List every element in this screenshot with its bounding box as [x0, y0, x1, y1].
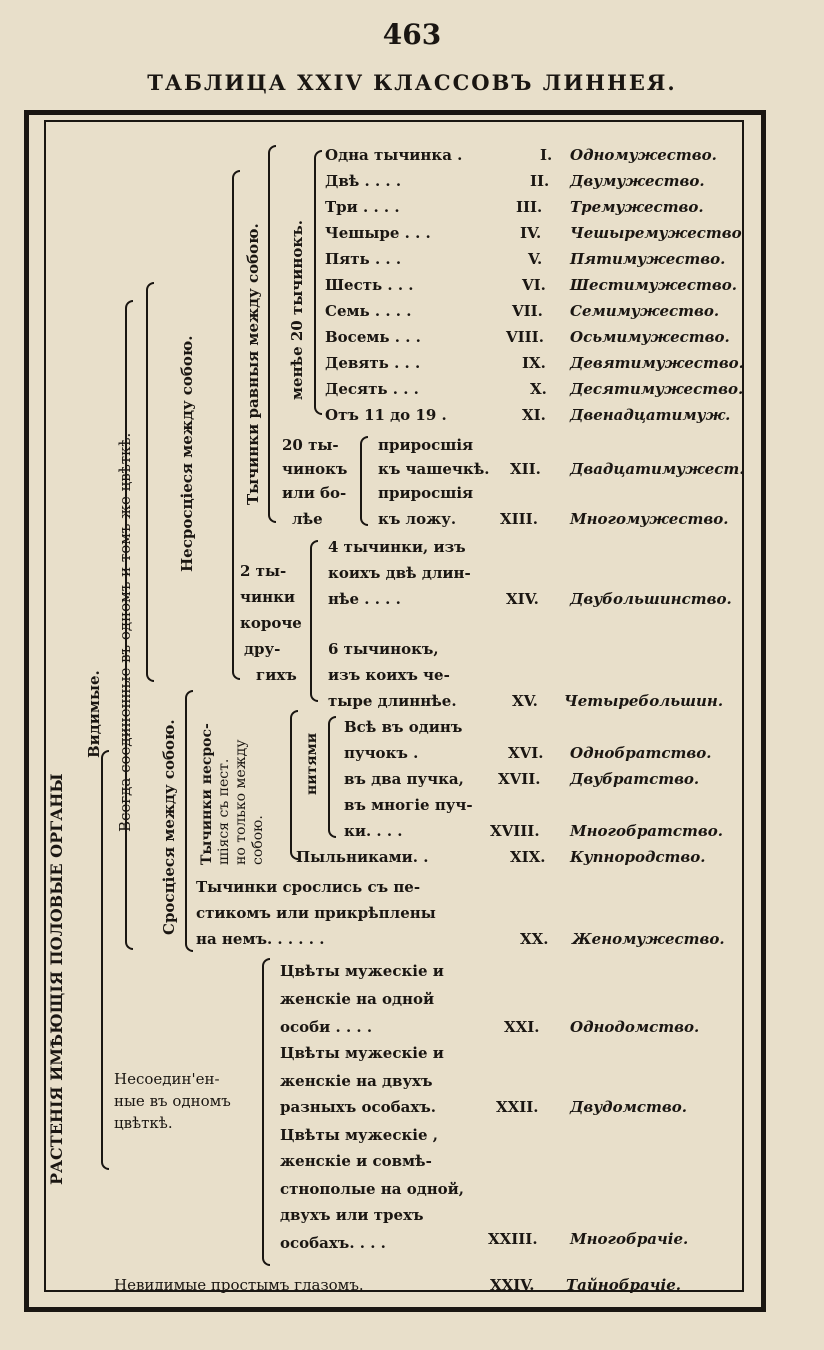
- row-class-11: Двенадцатимуж.: [570, 406, 731, 424]
- row-class-3: Тремужество.: [570, 198, 704, 216]
- row-label-3: Три . . . .: [325, 198, 400, 216]
- row-numeral-18: XVIII.: [490, 822, 540, 840]
- twenty-line-3: или бо-: [282, 484, 347, 502]
- separate-line-2: ные въ одномъ: [114, 1092, 231, 1110]
- unequal-b-1: 6 тычинокъ,: [328, 640, 439, 658]
- row-numeral-7: VII.: [512, 302, 543, 320]
- pistil-line-3: на немъ. . . . . .: [196, 930, 325, 948]
- vertical-grown-label: Сросціеся между собою.: [160, 719, 178, 935]
- vertical-visible-label: Видимые.: [85, 670, 103, 758]
- row-class-7: Семимужество.: [570, 302, 720, 320]
- vertical-free-label: Несросціеся между собою.: [178, 335, 196, 572]
- unequal-a-1: 4 тычинки, изъ: [328, 538, 466, 556]
- row-numeral-21: XXI.: [504, 1018, 540, 1036]
- unequal-a-2: коихъ двѣ длин-: [328, 564, 471, 582]
- twenty-b-2: къ ложу.: [378, 510, 457, 528]
- row-numeral-3: III.: [516, 198, 543, 216]
- vertical-notpistil-3: но только между: [233, 739, 249, 865]
- unequal-b-2: изъ коихъ че-: [328, 666, 450, 684]
- row-label-10: Десять . . .: [325, 380, 419, 398]
- pistil-line-2: стикомъ или прикрѣплены: [196, 904, 436, 922]
- bracket-visible: [125, 300, 133, 950]
- row-class-5: Пятимужество.: [570, 250, 726, 268]
- separate-c-5: особахъ. . . .: [280, 1234, 386, 1252]
- bracket-filaments: [328, 716, 336, 838]
- vertical-equal-label: Тычинки равныя между собою.: [244, 223, 262, 505]
- row-numeral-8: VIII.: [506, 328, 544, 346]
- unequal-line-5: гихъ: [256, 666, 297, 684]
- row-label-11: Отъ 11 до 19 .: [325, 406, 447, 424]
- row-label-2: Двѣ . . . .: [325, 172, 402, 190]
- fil-c-2: ки. . . .: [344, 822, 403, 840]
- row-numeral-11: XI.: [522, 406, 546, 424]
- row-class-9: Девятимужество.: [570, 354, 744, 372]
- fil-b-1: въ два пучка,: [344, 770, 464, 788]
- row-class-6: Шестимужество.: [570, 276, 737, 294]
- row-class-19: Купнородство.: [570, 848, 706, 866]
- row-class-20: Женомужество.: [572, 930, 725, 948]
- bracket-root: [101, 750, 109, 1170]
- separate-c-2: женскіе и совмѣ-: [280, 1152, 432, 1170]
- row-label-1: Одна тычинка .: [325, 146, 463, 164]
- vertical-notpistil-4: собою.: [250, 815, 266, 865]
- row-class-8: Осьмимужество.: [570, 328, 730, 346]
- fil-a-2: пучокъ .: [344, 744, 419, 762]
- row-class-14: Двубольшинство.: [570, 590, 732, 608]
- bracket-twenty: [360, 436, 368, 526]
- row-numeral-14: XIV.: [506, 590, 539, 608]
- row-class-1: Одномужество.: [570, 146, 717, 164]
- twenty-line-2: чинокъ: [282, 460, 348, 478]
- vertical-notpistil-2: шіяся съ пест.: [216, 758, 232, 865]
- bracket-equal: [268, 145, 276, 523]
- row-numeral-15: XV.: [512, 692, 538, 710]
- row-label-7: Семь . . . .: [325, 302, 412, 320]
- row-label-6: Шесть . . .: [325, 276, 414, 294]
- row-class-10: Десятимужество.: [570, 380, 744, 398]
- twenty-line-1: 20 ты-: [282, 436, 339, 454]
- row-class-2: Двумужество.: [570, 172, 705, 190]
- row-numeral-13: XIII.: [500, 510, 538, 528]
- row-label-5: Пять . . .: [325, 250, 402, 268]
- separate-b-3: разныхъ особахъ.: [280, 1098, 437, 1116]
- unequal-b-3: тыре длиннѣе.: [328, 692, 457, 710]
- vertical-filaments-label: нитями: [304, 732, 320, 795]
- bracket-grown-sub: [290, 710, 298, 860]
- row-class-21: Однодомство.: [570, 1018, 700, 1036]
- row-numeral-17: XVII.: [498, 770, 541, 788]
- row-class-16: Однобратство.: [570, 744, 712, 762]
- twenty-a-2: къ чашечкѣ.: [378, 460, 490, 478]
- separate-a-1: Цвѣты мужескіе и: [280, 962, 444, 980]
- row-label-9: Девять . . .: [325, 354, 421, 372]
- row-class-22: Двудомство.: [570, 1098, 687, 1116]
- bracket-free: [232, 170, 240, 680]
- bracket-unequal: [310, 540, 318, 702]
- page-number: 463: [382, 18, 442, 51]
- separate-line-1: Несоедин'ен-: [114, 1070, 220, 1088]
- vertical-less20-label: менѣе 20 тычинокъ.: [288, 220, 306, 400]
- fil-c-1: въ многіе пуч-: [344, 796, 473, 814]
- unequal-line-1: 2 ты-: [240, 562, 287, 580]
- row-numeral-23: XXIII.: [488, 1230, 538, 1248]
- row-label-8: Восемь . . .: [325, 328, 421, 346]
- row-numeral-6: VI.: [522, 276, 546, 294]
- twenty-b-1: приросшія: [378, 484, 474, 502]
- separate-b-2: женскіе на двухъ: [280, 1072, 433, 1090]
- row-class-18: Многобратство.: [570, 822, 723, 840]
- row-class-12: Двадцатимужест.: [570, 460, 745, 478]
- row-numeral-9: IX.: [522, 354, 546, 372]
- page-title: ТАБЛИЦА XXIV КЛАССОВЪ ЛИННЕЯ.: [147, 70, 677, 95]
- row-numeral-20: XX.: [520, 930, 549, 948]
- row-label-4: Чешыре . . .: [325, 224, 431, 242]
- row-class-13: Многомужество.: [570, 510, 729, 528]
- row-numeral-2: II.: [530, 172, 550, 190]
- separate-a-2: женскіе на одной: [280, 990, 435, 1008]
- separate-c-1: Цвѣты мужескіе ,: [280, 1126, 438, 1144]
- bracket-separate: [262, 958, 270, 1266]
- separate-b-1: Цвѣты мужескіе и: [280, 1044, 444, 1062]
- anthers-label: Пыльниками. .: [296, 848, 429, 866]
- row-numeral-4: IV.: [520, 224, 542, 242]
- vertical-united-label: Всегда соединенные въ одномъ и томъ же цвѣткѣ.: [116, 432, 134, 832]
- vertical-root-label: РАСТЕНІЯ ИМѢЮЩІЯ ПОЛОВЫЕ ОРГАНЫ: [47, 773, 66, 1185]
- unequal-line-3: короче: [240, 614, 302, 632]
- bracket-united: [146, 282, 154, 682]
- row-numeral-22: XXII.: [496, 1098, 539, 1116]
- pistil-line-1: Тычинки срослись съ пе-: [196, 878, 421, 896]
- row-class-17: Двубратство.: [570, 770, 700, 788]
- row-numeral-12: XII.: [510, 460, 541, 478]
- twenty-line-4: лѣе: [292, 510, 323, 528]
- row-numeral-10: X.: [530, 380, 547, 398]
- twenty-a-1: приросшія: [378, 436, 474, 454]
- row-class-15: Четыребольшин.: [564, 692, 724, 710]
- row-class-24: Тайнобрачіе.: [566, 1276, 681, 1294]
- unequal-line-2: чинки: [240, 588, 296, 606]
- separate-a-3: особи . . . .: [280, 1018, 373, 1036]
- unequal-line-4: дру-: [244, 640, 281, 658]
- bracket-less20: [314, 150, 322, 415]
- row-numeral-1: I.: [540, 146, 553, 164]
- separate-line-3: цвѣткѣ.: [114, 1114, 173, 1132]
- bracket-grown: [185, 690, 193, 952]
- invisible-label: Невидимые простымъ глазомъ.: [114, 1276, 364, 1294]
- row-class-23: Многобрачіе.: [570, 1230, 689, 1248]
- row-numeral-24: XXIV.: [490, 1276, 535, 1294]
- row-numeral-19: XIX.: [510, 848, 546, 866]
- row-numeral-16: XVI.: [508, 744, 544, 762]
- row-numeral-5: V.: [528, 250, 543, 268]
- unequal-a-3: нѣе . . . .: [328, 590, 401, 608]
- row-class-4: Чешыремужество: [570, 224, 742, 242]
- separate-c-3: стнополые на одной,: [280, 1180, 465, 1198]
- separate-c-4: двухъ или трехъ: [280, 1206, 424, 1224]
- fil-a-1: Всѣ въ одинъ: [344, 718, 463, 736]
- vertical-notpistil-1: Тычинки несрос-: [199, 723, 215, 865]
